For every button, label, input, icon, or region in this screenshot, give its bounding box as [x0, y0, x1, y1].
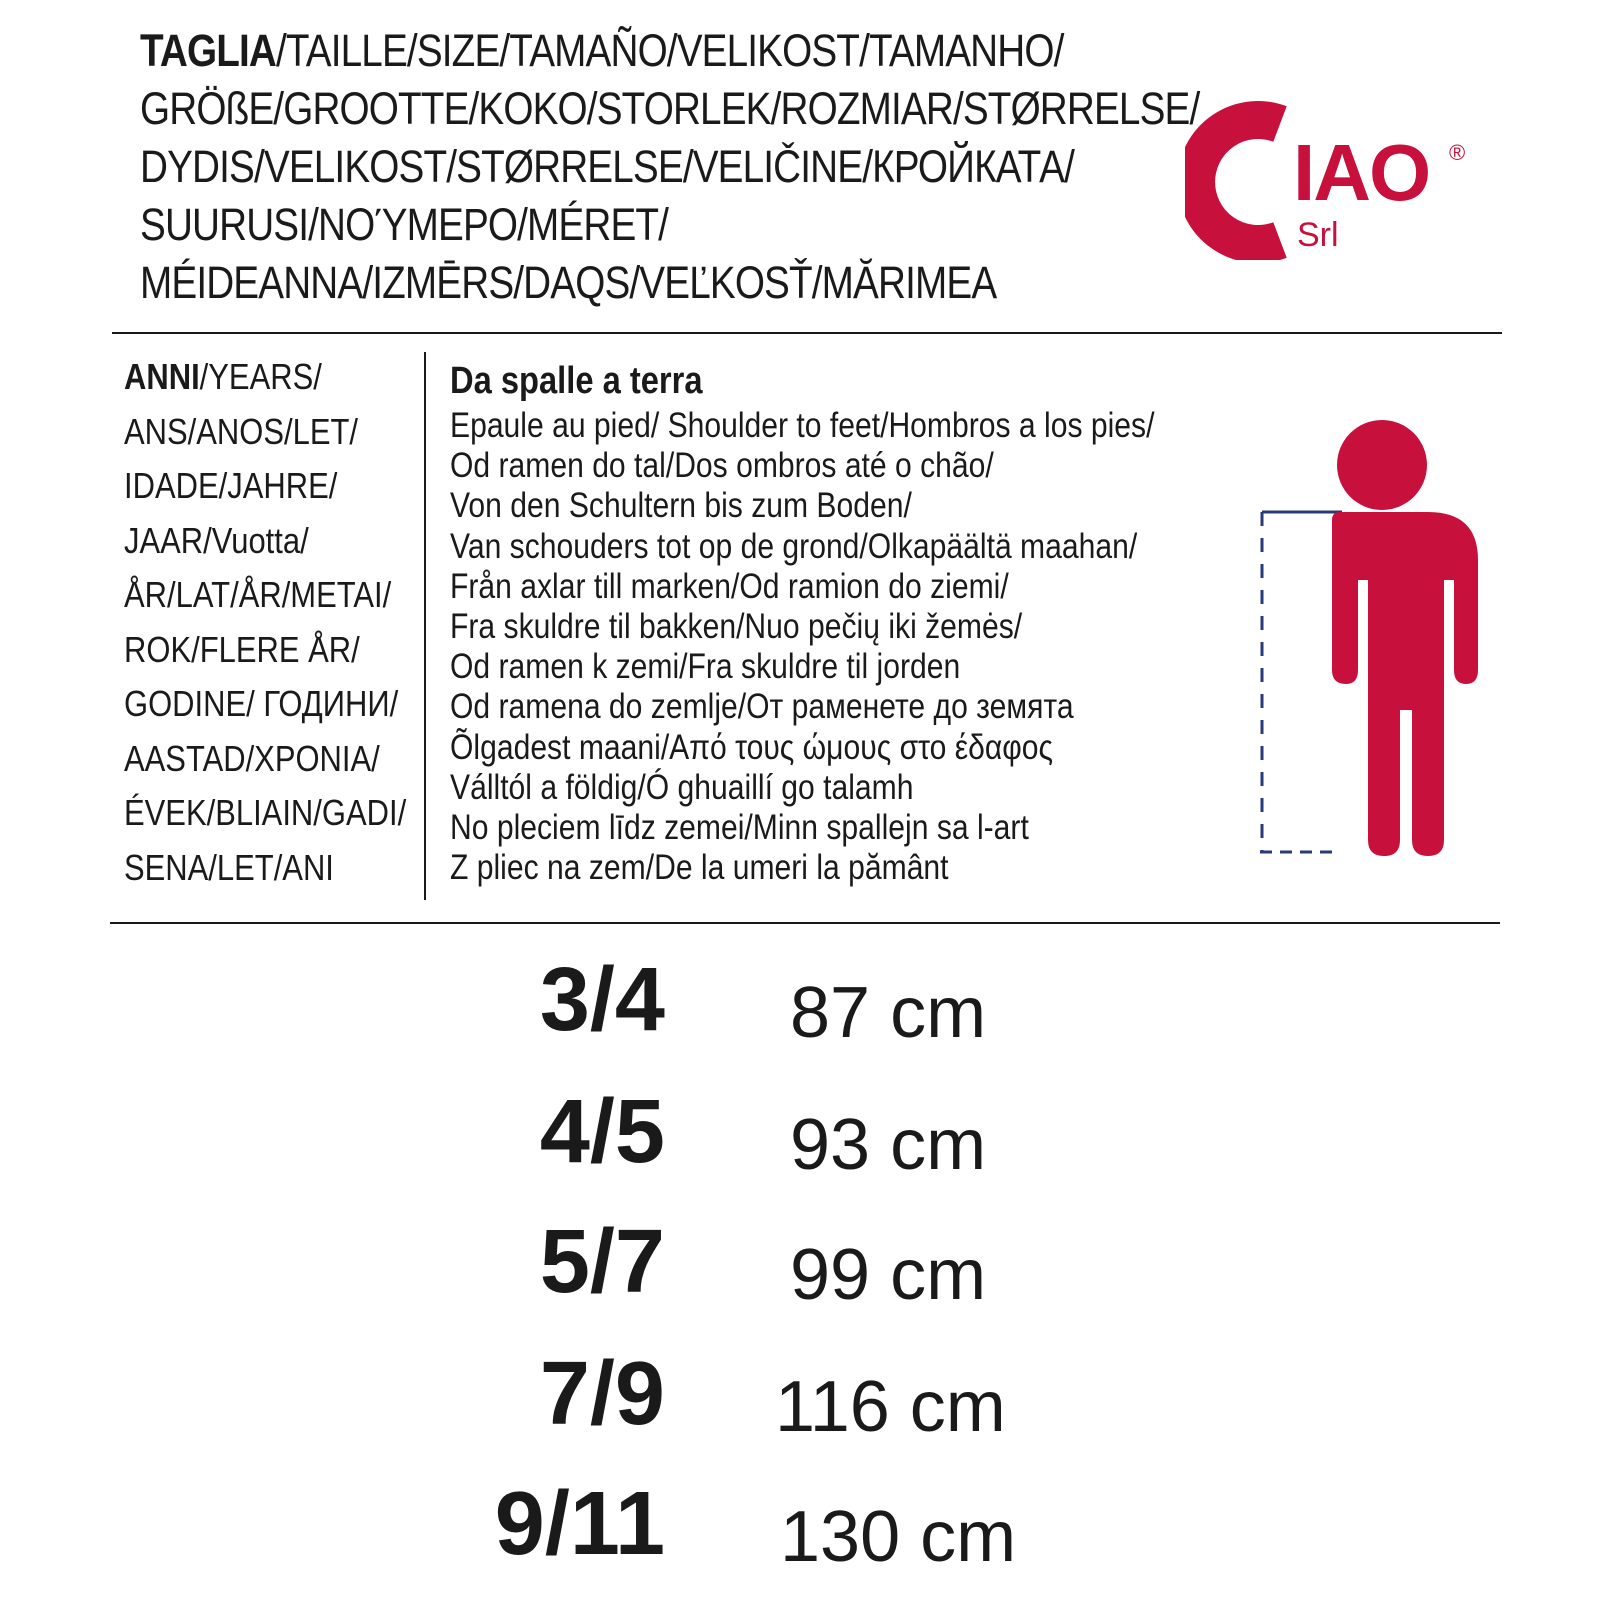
- measure-column: [450, 356, 1154, 888]
- measure-line: Od ramen do tal/Dos ombros até o chão/: [450, 446, 994, 486]
- years-line: JAAR/Vuotta/: [124, 519, 309, 561]
- logo-c-shape: [1196, 120, 1280, 244]
- size-title-line-1: TAGLIA/TAILLE/SIZE/TAMAÑO/VELIKOST/TAMANHO/: [140, 25, 1064, 76]
- measure-guide-icon: [1260, 512, 1342, 852]
- measure-heading: Da spalle a terra: [450, 360, 703, 402]
- years-line: ÉVEK/BLIAIN/GADI/: [124, 792, 407, 833]
- length-value: 99 cm: [790, 1235, 987, 1315]
- years-line: ÅR/LAT/ÅR/METAI/: [124, 574, 392, 615]
- measure-line: Från axlar till marken/Od ramion do ziemi/: [450, 566, 1009, 606]
- years-bold: ANNI: [124, 356, 200, 397]
- measure-line: No pleciem līdz zemei/Minn spallejn sa l-art: [450, 808, 1029, 848]
- years-line: SENA/LET/ANI: [124, 846, 334, 888]
- size-row: [0, 1082, 1600, 1212]
- size-title: [140, 22, 1200, 312]
- measure-line: Od ramena do zemlje/От раменете до земята: [450, 687, 1074, 727]
- size-row: [0, 950, 1600, 1080]
- measure-line: Z pliec na zem/De la umeri la pământ: [450, 848, 949, 888]
- years-column: [124, 350, 406, 895]
- length-value: 116 cm: [775, 1367, 1006, 1447]
- age-range: 9/11: [494, 1474, 665, 1574]
- years-line: IDADE/JAHRE/: [124, 465, 338, 506]
- measure-line: Õlgadest maani/Από τους ώμους στο έδαφος: [450, 727, 1054, 767]
- size-title-bold: TAGLIA: [140, 25, 277, 76]
- years-line: ANS/ANOS/LET/: [124, 410, 358, 452]
- age-range: 5/7: [539, 1212, 665, 1312]
- measure-line: Válltól a földig/Ó ghuaillí go talamh: [450, 767, 914, 807]
- age-range: 3/4: [539, 950, 665, 1050]
- size-title-line-2: GRÖßE/GROOTTE/KOKO/STORLEK/ROZMIAR/STØRRELSE/: [140, 83, 1200, 134]
- size-row: [0, 1212, 1600, 1342]
- logo-sub: Srl: [1297, 216, 1339, 254]
- length-value: 130 cm: [780, 1497, 1017, 1577]
- size-row: [0, 1474, 1600, 1604]
- measure-line: Von den Schultern bis zum Boden/: [450, 486, 912, 526]
- size-row: [0, 1344, 1600, 1474]
- logo-wordmark: IAO: [1293, 128, 1430, 217]
- size-table: [0, 950, 1600, 1590]
- ciao-logo: [1185, 100, 1495, 260]
- registered-mark: ®: [1449, 140, 1466, 165]
- length-value: 87 cm: [790, 973, 987, 1053]
- bottom-divider: [110, 922, 1500, 924]
- years-line-1: ANNI/YEARS/: [124, 356, 322, 397]
- size-title-line-5: MÉIDEANNA/IZMĒRS/DAQS/VEĽKOSŤ/MĂRIMEA: [140, 257, 997, 308]
- measure-line: Epaule au pied/ Shoulder to feet/Hombros a los pies/: [450, 406, 1155, 445]
- measure-line: Od ramen k zemi/Fra skuldre til jorden: [450, 647, 961, 687]
- age-range: 4/5: [539, 1082, 665, 1182]
- age-range: 7/9: [539, 1344, 665, 1444]
- measure-line: Fra skuldre til bakken/Nuo pečių iki žemės/: [450, 607, 1023, 647]
- person-figure-icon: [1240, 420, 1500, 880]
- years-line: GODINE/ ГОДИНИ/: [124, 683, 399, 724]
- measure-line: Van schouders tot op de grond/Olkapäältä maahan/: [450, 526, 1138, 566]
- column-divider: [424, 352, 426, 900]
- top-divider: [112, 332, 1502, 334]
- length-value: 93 cm: [790, 1105, 987, 1185]
- size-title-line-3: DYDIS/VELIKOST/STØRRELSE/VELIČINE/КРОЙКАТА/: [140, 141, 1075, 192]
- years-line: ROK/FLERE ÅR/: [124, 628, 360, 670]
- years-line: AASTAD/ΧΡΟΝΙΑ/: [124, 737, 380, 779]
- size-title-line-4: SUURUSI/ΝΟΎΜΕΡΟ/MÉRET/: [140, 199, 669, 250]
